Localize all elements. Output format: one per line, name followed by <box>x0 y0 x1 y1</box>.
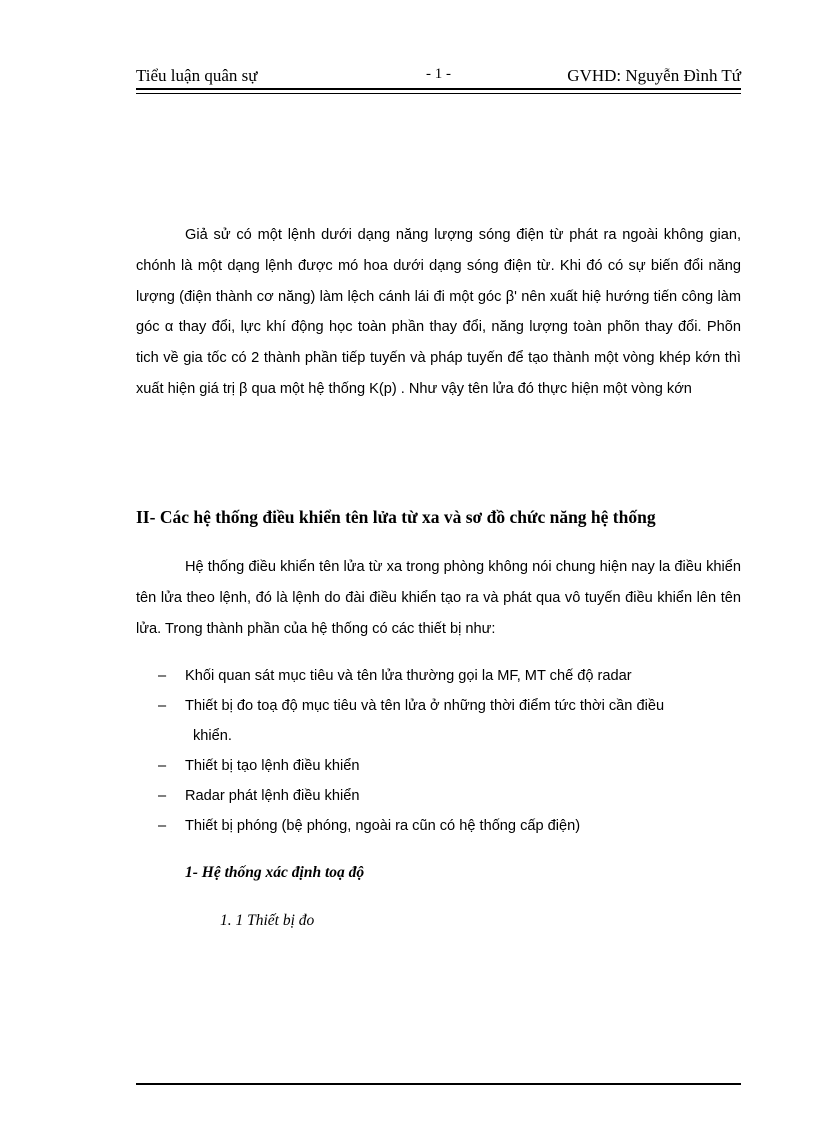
list-item <box>136 811 741 841</box>
list-item-text: Thiết bị phóng (bệ phóng, ngoài ra cũn có hệ thống cấp điện) <box>185 818 581 834</box>
list-item-text: Thiết bị tạo lệnh điều khiển <box>185 758 360 774</box>
page-header <box>136 66 741 88</box>
list-item-text: Radar phát lệnh điều khiển <box>185 788 360 804</box>
bullet-dash: – <box>158 788 167 804</box>
footer-rule <box>136 1083 741 1085</box>
bullet-dash: – <box>158 698 167 714</box>
header-rule <box>136 88 741 94</box>
subheading-coordinate-system: 1- Hệ thống xác định toạ độ <box>185 864 365 881</box>
paragraph-intro-text: Giả sử có một lệnh dưới dạng năng lượng sóng điện từ phát ra ngoài không gian, chónh là một dạng lệnh được mó hoa dưới dạng sóng điện từ. Khi đó có sự biến đổi năng lượng (điện thành cơ năng) làm lệch cánh lái đi một góc β' nên xuất hiệ hướng tiến công làm góc α thay đổi, lực khí động học toàn phần thay đổi, năng lượng toàn phõn thay đổi. Phõn tich về gia tốc có 2 thành phần tiếp tuyến và pháp tuyến để tạo thành một vòng khép kớn thì xuất hiện giá trị β qua một hệ thống K(p) . Như vậy tên lửa đó thực hiện một vòng kớn <box>136 227 741 397</box>
list-item <box>136 691 741 751</box>
list-item-text: Thiết bị đo toạ độ mục tiêu và tên lửa ở những thời điểm tức thời cần điều <box>185 698 665 714</box>
subheading-measuring-device: 1. 1 Thiết bị đo <box>220 912 315 929</box>
section-heading: II- Các hệ thống điều khiển tên lửa từ xa và sơ đồ chức năng hệ thống <box>136 507 656 527</box>
list-item <box>136 661 741 691</box>
equipment-list <box>136 661 741 841</box>
bullet-dash: – <box>158 668 167 684</box>
page-number: - 1 - <box>426 66 451 82</box>
header-title: Tiểu luận quân sự <box>136 66 258 85</box>
list-item <box>136 781 741 811</box>
list-item-continuation: khiển. <box>193 728 232 744</box>
paragraph-system <box>136 552 741 644</box>
list-item-text: Khối quan sát mục tiêu và tên lửa thường gọi la MF, MT chế độ radar <box>185 668 632 684</box>
header-instructor: GVHD: Nguyễn Đình Tứ <box>567 66 741 85</box>
paragraph-system-text: Hệ thống điều khiển tên lửa từ xa trong phòng không nói chung hiện nay la điều khiển tên lửa theo lệnh, đó là lệnh do đài điều khiển tạo ra và phát qua vô tuyến điều khiển lên tên lửa. Trong thành phần của hệ thống có các thiết bị như: <box>136 559 741 637</box>
paragraph-intro <box>136 220 741 405</box>
bullet-dash: – <box>158 818 167 834</box>
bullet-dash: – <box>158 758 167 774</box>
list-item <box>136 751 741 781</box>
